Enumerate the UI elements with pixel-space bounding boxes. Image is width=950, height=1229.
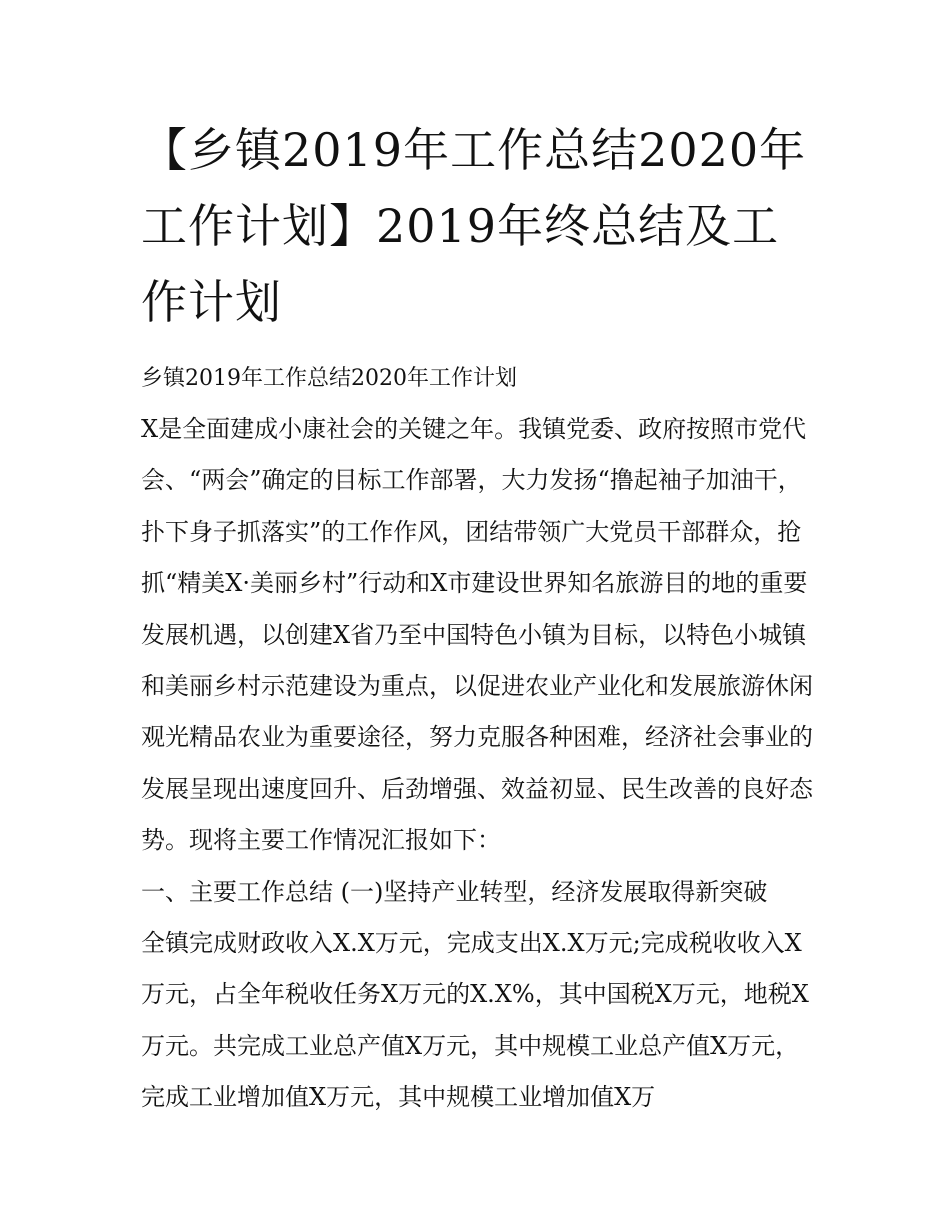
- section-heading: 一、主要工作总结 (一)坚持产业转型，经济发展取得新突破: [141, 877, 768, 906]
- document-subtitle: 乡镇2019年工作总结2020年工作计划: [141, 366, 517, 391]
- section-paragraph: 全镇完成财政收入X.X万元，完成支出X.X万元;完成税收收入X万元，占全年税收任务X万元的X.X%，其中国税X万元，地税X万元。共完成工业总产值X万元，其中规模工业总产值X万元，完成工业增加值X万元，其中规模工业增加值X万: [141, 929, 809, 1112]
- document-title: 【乡镇2019年工作总结2020年工作计划】2019年终总结及工作计划: [141, 123, 807, 329]
- intro-paragraph: X是全面建成小康社会的关键之年。我镇党委、政府按照市党代会、“两会”确定的目标工作部署，大力发扬“撸起袖子加油干，扑下身子抓落实”的工作作风，团结带领广大党员干部群众，抢抓“精美X·美丽乡村”行动和X市建设世界知名旅游目的地的重要发展机遇，以创建X省乃至中国特色小镇为目标，以特色小城镇和美丽乡村示范建设为重点，以促进农业产业化和发展旅游休闲观光精品农业为重要途径，努力克服各种困难，经济社会事业的发展呈现出速度回升、后劲增强、效益初显、民生改善的良好态势。现将主要工作情况汇报如下：: [141, 415, 813, 855]
- document-page: [141, 112, 821, 1124]
